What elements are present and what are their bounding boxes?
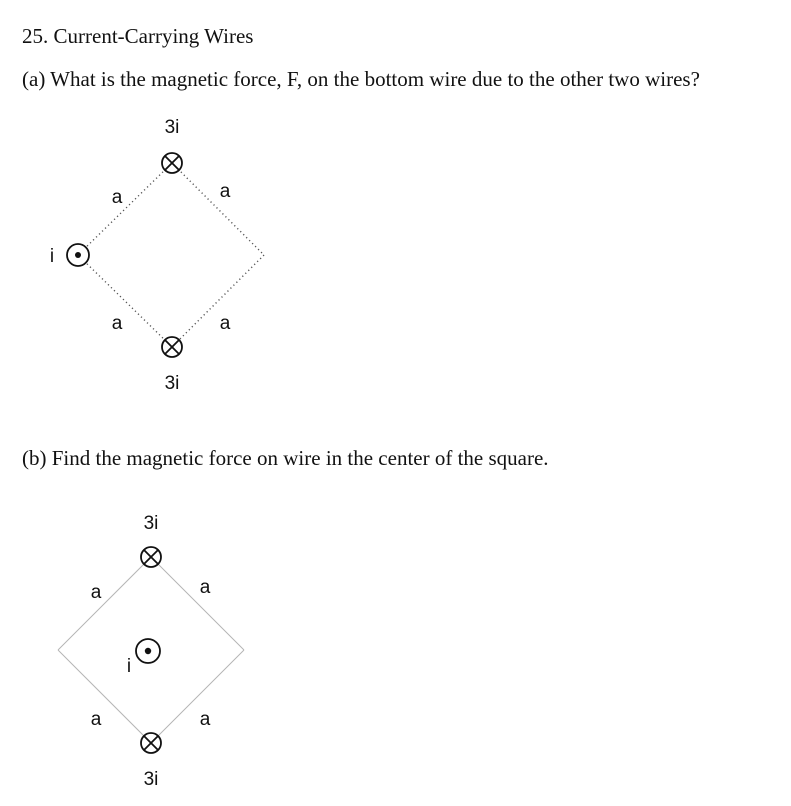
top-current-label: 3i (143, 513, 159, 534)
into-page-icon (162, 153, 182, 173)
top-current-label: 3i (164, 117, 180, 138)
square-outline (78, 163, 264, 347)
left-current-label: i (49, 246, 55, 267)
out-of-page-icon (67, 244, 89, 266)
out-of-page-icon (136, 639, 160, 663)
into-page-icon (141, 547, 161, 567)
side-label-bottom-right: a (219, 313, 231, 334)
diagram-part-a (0, 105, 300, 405)
diagram-part-b (0, 505, 300, 800)
into-page-icon (162, 337, 182, 357)
side-label-bottom-left: a (90, 709, 102, 730)
side-label-top-left: a (111, 187, 123, 208)
side-label-bottom-left: a (111, 313, 123, 334)
center-current-label: i (126, 656, 132, 677)
question-part-b: (b) Find the magnetic force on wire in the center of the square. (22, 446, 549, 470)
side-label-top-right: a (219, 181, 231, 202)
bottom-current-label: 3i (164, 373, 180, 394)
problem-title: 25. Current-Carrying Wires (22, 24, 254, 48)
bottom-current-label: 3i (143, 769, 159, 790)
question-part-a: (a) What is the magnetic force, F, on the bottom wire due to the other two wires? (22, 67, 700, 91)
side-label-top-right: a (199, 577, 211, 598)
side-label-bottom-right: a (199, 709, 211, 730)
side-label-top-left: a (90, 582, 102, 603)
into-page-icon (141, 733, 161, 753)
